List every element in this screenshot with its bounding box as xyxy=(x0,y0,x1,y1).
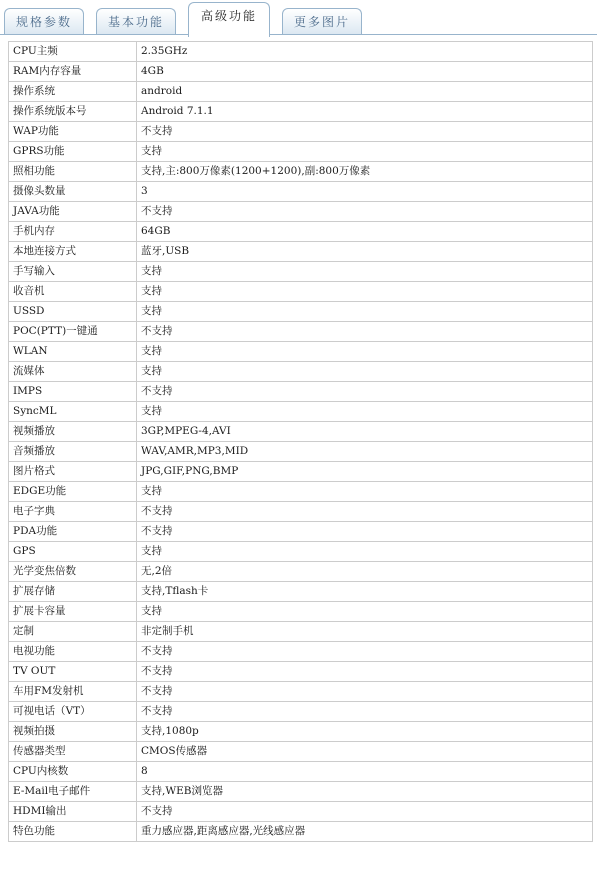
spec-row xyxy=(9,482,593,502)
spec-row xyxy=(9,142,593,162)
spec-row xyxy=(9,162,593,182)
spec-row xyxy=(9,742,593,762)
spec-value: 重力感应器,距离感应器,光线感应器 xyxy=(137,822,593,842)
spec-value: 支持 xyxy=(137,602,593,622)
spec-key: CPU主频 xyxy=(9,42,137,62)
spec-key: 光学变焦倍数 xyxy=(9,562,137,582)
spec-key: 图片格式 xyxy=(9,462,137,482)
spec-key: 照相功能 xyxy=(9,162,137,182)
spec-key: 摄像头数量 xyxy=(9,182,137,202)
spec-row xyxy=(9,202,593,222)
spec-key: WLAN xyxy=(9,342,137,362)
spec-value: 非定制手机 xyxy=(137,622,593,642)
spec-row xyxy=(9,262,593,282)
spec-value: 支持 xyxy=(137,362,593,382)
spec-row xyxy=(9,42,593,62)
spec-key: 收音机 xyxy=(9,282,137,302)
spec-row xyxy=(9,402,593,422)
spec-table-body xyxy=(9,42,593,842)
spec-row xyxy=(9,562,593,582)
spec-row xyxy=(9,122,593,142)
spec-value: 支持 xyxy=(137,262,593,282)
spec-row xyxy=(9,62,593,82)
spec-value: JPG,GIF,PNG,BMP xyxy=(137,462,593,482)
spec-key: 手写输入 xyxy=(9,262,137,282)
spec-row xyxy=(9,282,593,302)
spec-value: CMOS传感器 xyxy=(137,742,593,762)
spec-row xyxy=(9,82,593,102)
spec-value: 支持 xyxy=(137,342,593,362)
spec-row xyxy=(9,702,593,722)
spec-value: 不支持 xyxy=(137,522,593,542)
spec-key: EDGE功能 xyxy=(9,482,137,502)
spec-value: 2.35GHz xyxy=(137,42,593,62)
spec-row xyxy=(9,342,593,362)
spec-row xyxy=(9,642,593,662)
spec-key: 操作系统版本号 xyxy=(9,102,137,122)
spec-key: 视频播放 xyxy=(9,422,137,442)
spec-key: 可视电话（VT） xyxy=(9,702,137,722)
spec-value: 支持,WEB浏览器 xyxy=(137,782,593,802)
spec-row xyxy=(9,442,593,462)
spec-key: PDA功能 xyxy=(9,522,137,542)
spec-value: 不支持 xyxy=(137,322,593,342)
spec-value: 不支持 xyxy=(137,122,593,142)
spec-row xyxy=(9,502,593,522)
spec-row xyxy=(9,682,593,702)
spec-row xyxy=(9,582,593,602)
spec-key: 手机内存 xyxy=(9,222,137,242)
spec-key: TV OUT xyxy=(9,662,137,682)
spec-key: 音频播放 xyxy=(9,442,137,462)
spec-value: WAV,AMR,MP3,MID xyxy=(137,442,593,462)
spec-value: 4GB xyxy=(137,62,593,82)
spec-key: 本地连接方式 xyxy=(9,242,137,262)
spec-value: 无,2倍 xyxy=(137,562,593,582)
spec-value: 8 xyxy=(137,762,593,782)
spec-value: 不支持 xyxy=(137,682,593,702)
spec-value: 支持 xyxy=(137,402,593,422)
spec-row xyxy=(9,782,593,802)
spec-row xyxy=(9,182,593,202)
spec-key: GPRS功能 xyxy=(9,142,137,162)
spec-key: POC(PTT)一键通 xyxy=(9,322,137,342)
spec-row xyxy=(9,242,593,262)
tab-specifications[interactable]: 规格参数 xyxy=(4,8,84,34)
spec-value: 支持 xyxy=(137,542,593,562)
spec-row xyxy=(9,722,593,742)
tab-basic-functions[interactable]: 基本功能 xyxy=(96,8,176,34)
spec-key: 传感器类型 xyxy=(9,742,137,762)
spec-key: WAP功能 xyxy=(9,122,137,142)
spec-row xyxy=(9,662,593,682)
spec-value: 不支持 xyxy=(137,202,593,222)
spec-key: E-Mail电子邮件 xyxy=(9,782,137,802)
tab-divider xyxy=(0,34,597,35)
spec-key: 定制 xyxy=(9,622,137,642)
spec-key: 流媒体 xyxy=(9,362,137,382)
spec-key: 车用FM发射机 xyxy=(9,682,137,702)
spec-row xyxy=(9,382,593,402)
spec-value: 支持 xyxy=(137,282,593,302)
spec-value: 支持 xyxy=(137,482,593,502)
spec-value: 64GB xyxy=(137,222,593,242)
spec-key: HDMI输出 xyxy=(9,802,137,822)
tab-bar xyxy=(0,0,597,38)
spec-value: 不支持 xyxy=(137,662,593,682)
spec-row xyxy=(9,822,593,842)
spec-row xyxy=(9,522,593,542)
spec-key: SyncML xyxy=(9,402,137,422)
spec-value: 3GP,MPEG-4,AVI xyxy=(137,422,593,442)
spec-key: RAM内存容量 xyxy=(9,62,137,82)
spec-key: 电子字典 xyxy=(9,502,137,522)
spec-value: 不支持 xyxy=(137,382,593,402)
spec-row xyxy=(9,102,593,122)
spec-key: GPS xyxy=(9,542,137,562)
spec-key: IMPS xyxy=(9,382,137,402)
spec-row xyxy=(9,302,593,322)
spec-key: 操作系统 xyxy=(9,82,137,102)
spec-row xyxy=(9,422,593,442)
spec-value: 不支持 xyxy=(137,502,593,522)
spec-key: 电视功能 xyxy=(9,642,137,662)
spec-key: USSD xyxy=(9,302,137,322)
spec-value: android xyxy=(137,82,593,102)
spec-row xyxy=(9,762,593,782)
spec-key: 扩展存储 xyxy=(9,582,137,602)
spec-value: 支持 xyxy=(137,302,593,322)
spec-value: 支持 xyxy=(137,142,593,162)
spec-value: Android 7.1.1 xyxy=(137,102,593,122)
spec-row xyxy=(9,462,593,482)
spec-value: 支持,主:800万像素(1200+1200),副:800万像素 xyxy=(137,162,593,182)
spec-row xyxy=(9,602,593,622)
spec-key: 视频拍摄 xyxy=(9,722,137,742)
spec-key: 扩展卡容量 xyxy=(9,602,137,622)
tab-advanced-functions[interactable]: 高级功能 xyxy=(188,2,270,37)
spec-value: 支持,Tflash卡 xyxy=(137,582,593,602)
spec-row xyxy=(9,802,593,822)
spec-value: 不支持 xyxy=(137,702,593,722)
spec-row xyxy=(9,322,593,342)
spec-key: 特色功能 xyxy=(9,822,137,842)
spec-key: CPU内核数 xyxy=(9,762,137,782)
spec-value: 3 xyxy=(137,182,593,202)
tab-more-pictures[interactable]: 更多图片 xyxy=(282,8,362,34)
spec-value: 不支持 xyxy=(137,642,593,662)
spec-key: JAVA功能 xyxy=(9,202,137,222)
spec-row xyxy=(9,622,593,642)
spec-table xyxy=(8,41,593,842)
spec-row xyxy=(9,542,593,562)
spec-row xyxy=(9,222,593,242)
spec-value: 蓝牙,USB xyxy=(137,242,593,262)
spec-value: 支持,1080p xyxy=(137,722,593,742)
spec-value: 不支持 xyxy=(137,802,593,822)
spec-row xyxy=(9,362,593,382)
